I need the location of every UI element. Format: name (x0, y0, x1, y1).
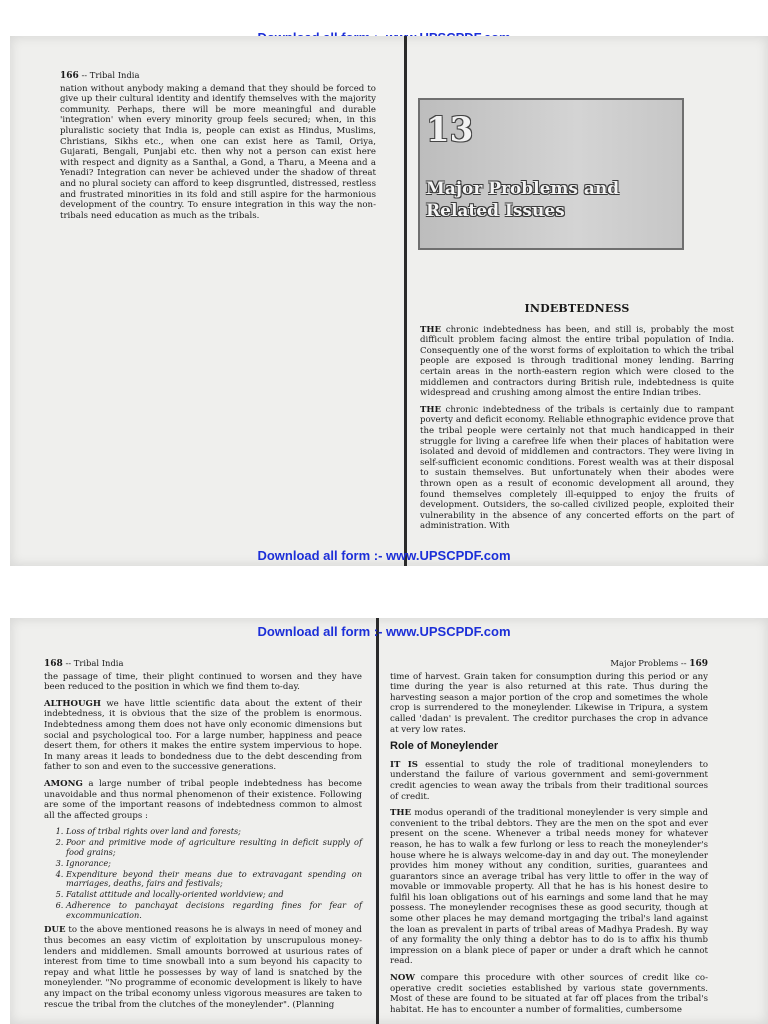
lead-word: ALTHOUGH (44, 698, 101, 709)
lead-word: THE (390, 808, 412, 819)
book-gutter (376, 618, 379, 1024)
section-heading: INDEBTEDNESS (524, 302, 630, 315)
chapter-title (426, 178, 619, 222)
paragraph: AMONG a large number of tribal people indebtedness has become unavoidable and thus normal phenomenon of their existence. Following are some of the important reasons of indebtedness common to almost all the affected groups : (44, 778, 362, 821)
page-number: 169 (689, 659, 708, 669)
lead-word: THE (420, 404, 442, 415)
paragraph: THE chronic indebtedness has been, and still is, probably the most difficult problem facing almost the entire tribal population of India. Consequently one of the worst forms of exploitation to which the tribal people are exposed is through traditional money lending. Barring certain areas in the north-eastern region which were closed to the middlemen and contractors during British rule, indebtedness is quite widespread and crushing among almost the entire Indian tribes. (420, 324, 734, 399)
page-167 (420, 304, 734, 538)
paragraph: DUE to the above mentioned reasons he is always in need of money and thus becomes an easy victim of exploitation by unscrupulous money-lenders and middlemen. Small amounts borrowed at usurious rates of interest from time to time snowball into a sum beyond his capacity to repay and what little he possesses by way of land is snatched by the moneylender. "No programme of economic development is likely to have any impact on the tribal economy unless vigorous measures are taken to rescue the tribal from the clutches of the moneylender". (Planning (44, 925, 362, 1010)
paragraph: ALTHOUGH we have little scientific data about the extent of their indebtedness, it is obvious that the size of the problem is enormous. Indebtedness among them does not have only economic dimensions but social and psychological too. For a large number, happiness and peace desert them, for others it makes the entire system impervious to hope. In many areas it leads to bondedness due to the debt descending from father to son and even to the successive generations. (44, 698, 362, 773)
paragraph: IT IS essential to study the role of traditional moneylenders to understand the failure of various government and semi-government credit agencies to wean away the tribals from their traditional sources of credit. (390, 759, 708, 802)
chapter-title-line-1: Major Problems and (426, 179, 620, 199)
list-item: 1. Loss of tribal rights over land and forests; (66, 827, 362, 837)
running-head-title: -- Tribal India (78, 70, 140, 80)
download-banner-middle: Download all form :- www.UPSCPDF.com (257, 548, 511, 563)
list-item: 2. Poor and primitive mode of agriculture resulting in deficit supply of food grains; (66, 838, 362, 858)
lead-word: DUE (44, 925, 66, 936)
running-head (60, 70, 376, 82)
page-number: 168 (44, 659, 63, 669)
list-item: 6. Adherence to panchayat decisions regarding fines for fear of excommunication. (66, 901, 362, 921)
lead-word: IT IS (390, 759, 418, 770)
download-banner-bottom: Download all form :- www.UPSCPDF.com (257, 624, 511, 639)
page-166 (60, 70, 376, 227)
book-gutter (404, 36, 407, 566)
lead-word: THE (420, 324, 442, 335)
paragraph: nation without anybody making a demand that they should be forced to give up their cultural identity and identify themselves with the majority community. Perhaps, there will be more meaningful and durable 'integration' when every minority group feels secured; when, in this pluralistic society that India is, people can exist as Hindus, Muslims, Christians, Sikhs etc., when one can exist here as Tamil, Oriya, Gujarati, Bengali, Punjabi etc. then why not a person can exist here with respect and dignity as a Santhal, a Gond, a Tharu, a Meena and a Yenadi? Integration can never be achieved under the shadow of threat and no plural society can afford to keep disgruntled, distressed, restless and frustrated minorities in its fold and still aspire for the harmonious development of the country. To ensure integration in this way the non-tribals need education as much as the tribals. (60, 83, 376, 221)
lead-word: AMONG (44, 778, 83, 789)
list-item: 5. Fatalist attitude and locally-oriented worldview; and (66, 890, 362, 900)
chapter-title-line-2: Related Issues (426, 201, 565, 221)
paragraph: NOW compare this procedure with other sources of credit like co-operative credit societies established by various state governments. Most of these are found to be situated at far off places from the tribal's habitat. He has to encounter a number of formalities, cumbersome (390, 973, 708, 1015)
paragraph: time of harvest. Grain taken for consumption during this period or any time during the year is also returned at this rate. Thus during the harvesting season a major portion of the crop and sometimes the whole crop is surrendered to the moneylender. Likewise in Tripura, a system called 'dadan' is prevalent. The creditor purchases the crop in advance at very low rates. (390, 671, 708, 735)
page-number: 166 (60, 71, 79, 81)
reasons-list (44, 827, 362, 920)
paragraph: THE chronic indebtedness of the tribals is certainly due to rampant poverty and deficit economy. Reliable ethnographic evidence prove that the tribal people were certainly not that much handicapped in their struggle for living a carefree life when their places of habitation were isolated and devoid of middlemen and contractors. They were living in self-sufficient economic conditions. Forest wealth was at their disposal to sustain themselves. But unfortunately when their abodes were thrown open as a result of economic development all around, they found themselves completely ill-equipped to enjoy the fruits of development. Outsiders, the so-called civilized people, exploited their vulnerability in the absence of any concerted efforts on the part of administration. With (420, 404, 734, 532)
paragraph: THE modus operandi of the traditional moneylender is very simple and convenient to the tribal debtors. They are the men on the spot and ever present on the scene. Whenever a tribal needs money for whatever reason, he has to walk a few furlong or less to reach the moneylender's house where he is always welcome-day in and day out. The moneylender provides him money without any condition, surities, guarantees and guarantors since an average tribal has very little to offer in the way of movable or immovable property. All that he has is his honest desire to fulfil his loan obligations out of his earnings and some land that he may possess. The moneylender recognises these as good security, though at some other places he may demand mortgaging the tribal's land against the loan as prevalent in parts of tribal areas of Madhya Pradesh. By way of any formality the only thing a debtor has to do is to affix his thumb impression on a blank piece of paper or under a draft which he cannot read. (390, 808, 708, 967)
lead-word: NOW (390, 973, 415, 984)
page-169 (390, 658, 708, 1021)
paragraph: the passage of time, their plight continued to worsen and they have been reduced to the position in which we find them to-day. (44, 671, 362, 693)
list-item: 4. Expenditure beyond their means due to extravagant spending on marriages, deaths, fairs and festivals; (66, 870, 362, 890)
subsection-heading: Role of Moneylender (390, 740, 499, 753)
running-head-title: Major Problems -- (610, 658, 690, 668)
chapter-number: 13 (426, 110, 474, 150)
page-168 (44, 658, 362, 1016)
running-head (44, 658, 362, 670)
chapter-title-box (418, 98, 684, 250)
running-head (390, 658, 708, 670)
list-item: 3. Ignorance; (66, 859, 362, 869)
running-head-title: -- Tribal India (62, 658, 124, 668)
